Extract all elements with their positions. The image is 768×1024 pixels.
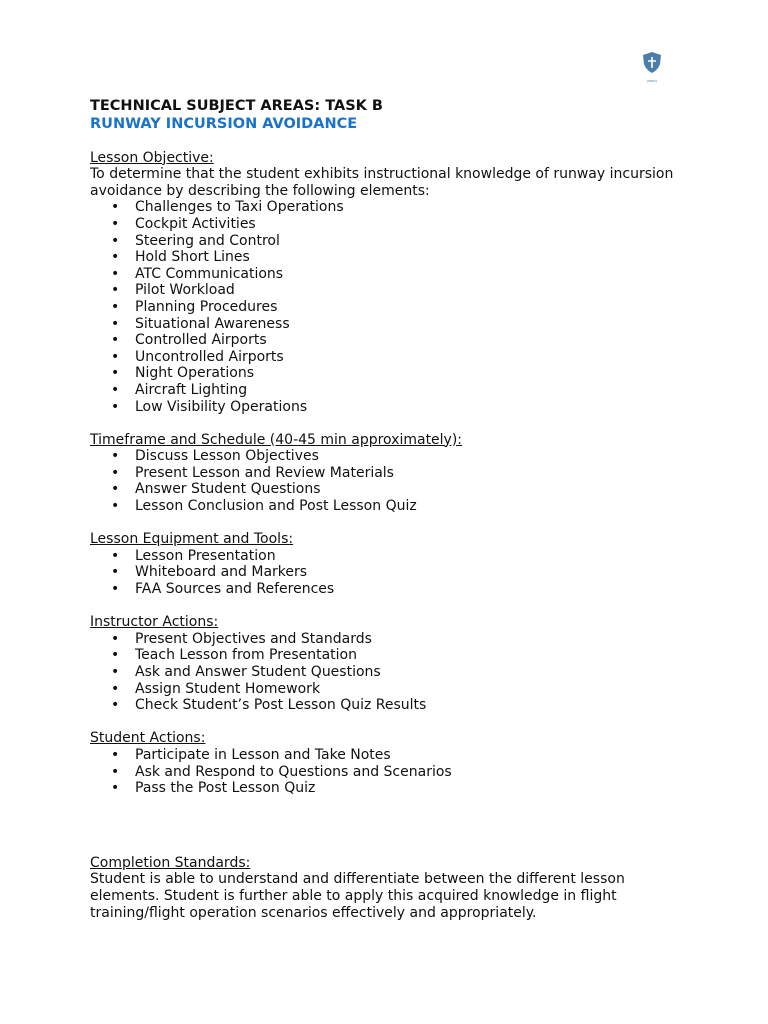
list-item: • Answer Student Questions [90,481,690,498]
list-item: • Participate in Lesson and Take Notes [90,747,690,764]
list-item: • Ask and Answer Student Questions [90,664,690,681]
instructor-list [90,631,690,714]
list-item: • Night Operations [90,365,690,382]
list-item: • ATC Communications [90,266,690,283]
list-item: • Uncontrolled Airports [90,349,690,366]
shield-logo-icon [640,51,664,83]
document-subtitle: RUNWAY INCURSION AVOIDANCE [90,116,358,132]
list-item: • Challenges to Taxi Operations [90,199,690,216]
document-title: TECHNICAL SUBJECT AREAS: TASK B [90,98,383,114]
list-item: • Planning Procedures [90,299,690,316]
list-item: • Cockpit Activities [90,216,690,233]
equipment-heading: Lesson Equipment and Tools: [90,531,294,548]
document-body [90,97,690,921]
list-item: • Check Student’s Post Lesson Quiz Results [90,697,690,714]
objective-list [90,199,690,415]
list-item: • Assign Student Homework [90,681,690,698]
list-item: • Steering and Control [90,233,690,250]
list-item: • Pass the Post Lesson Quiz [90,780,690,797]
list-item: • Controlled Airports [90,332,690,349]
student-heading: Student Actions: [90,730,206,747]
completion-heading: Completion Standards: [90,854,251,871]
list-item: • Ask and Respond to Questions and Scenarios [90,764,690,781]
list-item: • Aircraft Lighting [90,382,690,399]
list-item: • Pilot Workload [90,282,690,299]
objective-heading: Lesson Objective: [90,149,214,166]
timeframe-list [90,448,690,514]
list-item: • Situational Awareness [90,316,690,333]
list-item: • Present Lesson and Review Materials [90,465,690,482]
list-item: • Teach Lesson from Presentation [90,647,690,664]
list-item: • Lesson Presentation [90,548,690,565]
list-item: • Low Visibility Operations [90,399,690,416]
list-item: • Hold Short Lines [90,249,690,266]
list-item: • Present Objectives and Standards [90,631,690,648]
list-item: • Whiteboard and Markers [90,564,690,581]
list-item: • Lesson Conclusion and Post Lesson Quiz [90,498,690,515]
list-item: • FAA Sources and References [90,581,690,598]
timeframe-heading: Timeframe and Schedule (40-45 min approximately): [90,431,463,448]
student-list [90,747,690,797]
completion-text: Student is able to understand and differentiate between the different lesson elements. Student is further able to apply this acquired knowledge in flight training/flight operation scenarios effectively and appropriately. [90,871,625,921]
instructor-heading: Instructor Actions: [90,614,219,631]
logo-caption: WINGS [646,79,658,83]
objective-text: To determine that the student exhibits instructional knowledge of runway incursion avoidance by describing the following elements: [90,166,674,199]
list-item: • Discuss Lesson Objectives [90,448,690,465]
equipment-list [90,548,690,598]
